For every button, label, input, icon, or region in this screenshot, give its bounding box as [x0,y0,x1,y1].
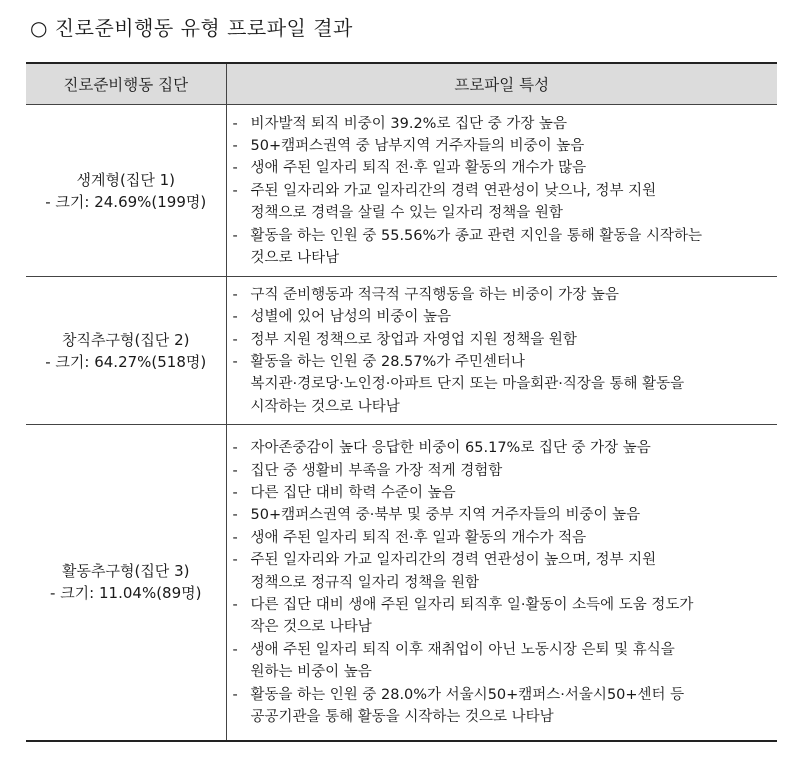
item-text: 비자발적 퇴직 비중이 39.2%로 집단 중 가장 높음 [250,115,567,132]
dash-marker: - [232,462,238,479]
item-text: 활동을 하는 인원 중 28.57%가 주민센터나 복지관·경로당·노인정·아파트 단지 또는 마을회관·직장을 통해 활동을 시작하는 것으로 나타남 [250,354,685,415]
list-item [233,329,778,351]
table-row [26,277,777,425]
dash-marker: - [232,227,238,244]
group-size: - 크기: 64.27%(518명) [45,352,207,371]
dash-marker: - [232,331,238,348]
header-profile: 프로파일 특성 [226,63,777,105]
list-item [233,306,778,328]
list-item [233,225,778,270]
list-item [233,527,778,549]
item-text: 성별에 있어 남성의 비중이 높음 [250,309,452,326]
group-size: - 크기: 24.69%(199명) [45,192,207,211]
profile-cell [226,105,777,277]
group-cell [26,105,226,277]
item-text: 생애 주된 일자리 퇴직 전·후 일과 활동의 개수가 많음 [250,160,587,177]
dash-marker: - [232,529,238,546]
profile-cell [226,277,777,425]
item-text: 생애 주된 일자리 퇴직 이후 재취업이 아닌 노동시장 은퇴 및 휴식을 원하는 비중이 높음 [250,641,675,681]
item-text: 활동을 하는 인원 중 28.0%가 서울시50+캠퍼스·서울시50+센터 등 공공기관을 통해 활동을 시작하는 것으로 나타남 [250,686,685,725]
item-text: 50+캠퍼스권역 중·북부 및 중부 지역 거주자들의 비중이 높음 [250,507,641,524]
group-name: 창직추구형(집단 2) [62,330,190,349]
dash-marker: - [232,596,238,613]
dash-marker: - [232,552,238,569]
list-item [233,284,778,306]
list-item [233,460,778,482]
section-title: ○ 진로준비행동 유형 프로파일 결과 [30,16,353,40]
dash-marker: - [232,160,238,177]
item-text: 집단 중 생활비 부족을 가장 적게 경험함 [250,462,503,479]
dash-marker: - [232,137,238,154]
dash-marker: - [232,686,238,703]
header-group: 진로준비행동 집단 [26,63,226,105]
table-row [26,425,777,741]
list-item [233,684,778,729]
dash-marker: - [232,641,238,658]
list-item [233,437,778,459]
profile-list [233,437,778,728]
profile-list [233,284,778,418]
dash-marker: - [232,354,238,370]
item-text: 활동을 하는 인원 중 55.56%가 종교 관련 지인을 통해 활동을 시작하는 것으로 나타남 [250,227,703,267]
list-item [233,157,778,179]
table-row [26,105,777,277]
list-item [233,482,778,504]
dash-marker: - [232,182,238,199]
profile-list [233,113,778,270]
item-text: 구직 준비행동과 적극적 구직행동을 하는 비중이 가장 높음 [250,286,619,303]
list-item [233,504,778,526]
list-item [233,135,778,157]
item-text: 생애 주된 일자리 퇴직 전·후 일과 활동의 개수가 적음 [250,529,587,546]
item-text: 50+캠퍼스권역 중 남부지역 거주자들의 비중이 높음 [250,137,585,154]
item-text: 주된 일자리와 가교 일자리간의 경력 연관성이 높으며, 정부 지원 정책으로 정규직 일자리 정책을 원함 [250,552,657,591]
profile-table [26,62,777,742]
group-name: 활동추구형(집단 3) [62,562,190,581]
group-cell [26,425,226,741]
list-item [233,351,778,418]
list-item [233,594,778,639]
list-item [233,639,778,684]
list-item [233,180,778,225]
item-text: 다른 집단 대비 생애 주된 일자리 퇴직후 일·활동이 소득에 도움 정도가 작은 것으로 나타남 [250,596,694,636]
profile-cell [226,425,777,741]
item-text: 주된 일자리와 가교 일자리간의 경력 연관성이 낮으나, 정부 지원 정책으로 경력을 살릴 수 있는 일자리 정책을 원함 [250,182,657,222]
dash-marker: - [232,440,238,457]
list-item [233,113,778,135]
dash-marker: - [232,507,238,524]
group-cell [26,277,226,425]
group-name: 생계형(집단 1) [76,170,175,189]
dash-marker: - [232,286,238,303]
dash-marker: - [232,115,238,132]
item-text: 정부 지원 정책으로 창업과 자영업 지원 정책을 원함 [250,331,577,348]
item-text: 다른 집단 대비 학력 수준이 높음 [250,484,456,501]
item-text: 자아존중감이 높다 응답한 비중이 65.17%로 집단 중 가장 높음 [250,440,651,457]
group-size: - 크기: 11.04%(89명) [50,584,202,603]
list-item [233,549,778,594]
dash-marker: - [232,309,238,326]
table-header-row [26,63,777,105]
dash-marker: - [232,484,238,501]
